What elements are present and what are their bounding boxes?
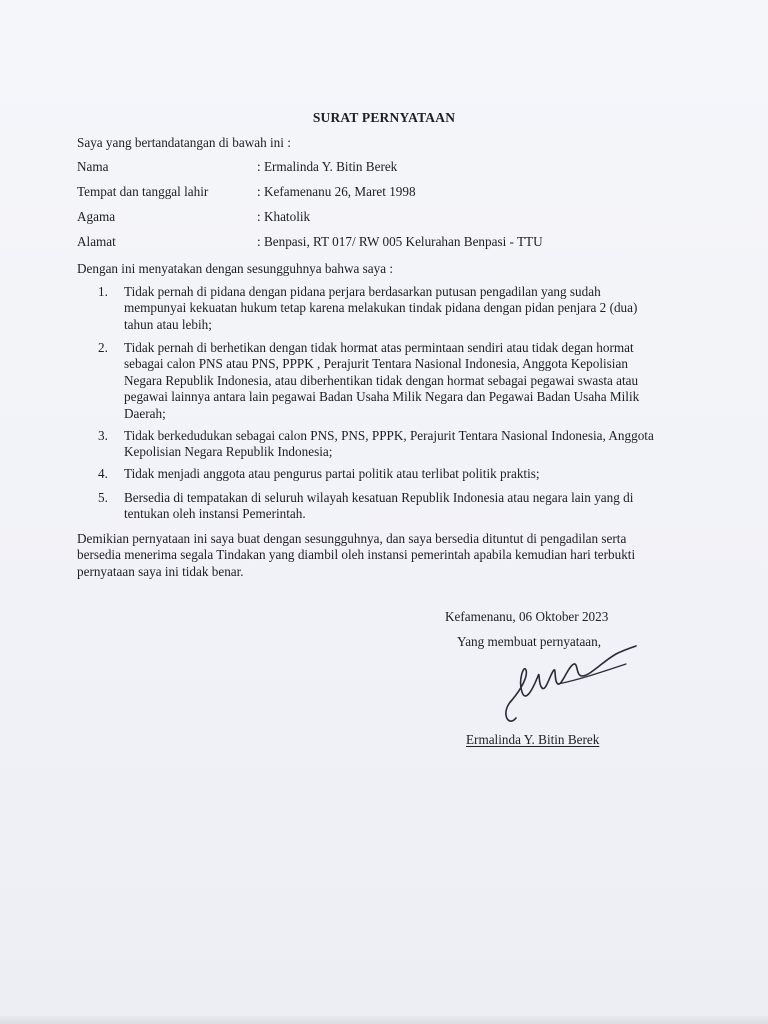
place-date: Kefamenanu, 06 Oktober 2023 xyxy=(445,609,609,624)
document-title: SURAT PERNYATAAN xyxy=(312,110,456,125)
maker-label: Yang membuat pernyataan, xyxy=(457,634,602,649)
list-item-number: 4. xyxy=(98,466,108,481)
list-item-number: 2. xyxy=(98,340,108,355)
list-item-number: 1. xyxy=(98,284,108,299)
list-item-text: Tidak menjadi anggota atau pengurus partai politik atau terlibat politik praktis; xyxy=(124,466,540,481)
list-item-text: Tidak pernah di pidana dengan pidana perjara berdasarkan putusan pengadilan yang sudah mempunyai kekuatan hukum tetap karena melakukan tindak pidana dengan pidan penjara 2 (dua) tahun atau lebih; xyxy=(124,284,638,332)
list-item-number: 5. xyxy=(98,490,108,505)
list-item-text: Bersedia di tempatakan di seluruh wilayah kesatuan Republik Indonesia atau negara lain yang di tentukan oleh instansi Pemerintah. xyxy=(124,490,634,522)
list-item-number: 3. xyxy=(98,428,108,443)
field-value-ttl: : Kefamenanu 26, Maret 1998 xyxy=(257,184,416,199)
field-value-agama: : Khatolik xyxy=(257,209,311,224)
declaration-intro: Dengan ini menyatakan dengan sesungguhnya bahwa saya : xyxy=(77,261,394,276)
list-item-text: Tidak berkedudukan sebagai calon PNS, PNS, PPPK, Perajurit Tentara Nasional Indonesia, Anggota Kepolisian Negara Republik Indonesia; xyxy=(124,428,654,460)
signer-name: Ermalinda Y. Bitin Berek xyxy=(466,732,600,747)
signature-image xyxy=(498,640,648,730)
intro-text: Saya yang bertandatangan di bawah ini : xyxy=(77,135,291,150)
field-label-ttl: Tempat dan tanggal lahir xyxy=(77,184,209,199)
list-item-text: Tidak pernah di berhetikan dengan tidak hormat atas permintaan sendiri atau tidak degan hormat sebagai calon PNS atau PNS, PPPK , Perajurit Tentara Nasional Indonesia, Anggota Kepolisian Negara Republik Indonesia, atau diberhentikan tidak dengan hormat sebagai pegawai swasta atau pegawai lainnya antara lain pegawai Badan Usaha Milik Negara dan Pegawai Badan Usaha Milik Daerah; xyxy=(124,340,640,421)
field-label-nama: Nama xyxy=(77,159,109,174)
field-label-agama: Agama xyxy=(77,209,116,224)
paper-edge xyxy=(0,1016,768,1024)
field-label-alamat: Alamat xyxy=(77,234,116,249)
field-value-nama: : Ermalinda Y. Bitin Berek xyxy=(257,159,398,174)
closing-paragraph: Demikian pernyataan ini saya buat dengan sesungguhnya, dan saya bersedia dituntut di pengadilan serta bersedia menerima segala Tindakan yang diambil oleh instansi pemerintah apabila kemudian hari terbukti pernyataan saya ini tidak benar. xyxy=(77,531,636,579)
field-value-alamat: : Benpasi, RT 017/ RW 005 Kelurahan Benpasi - TTU xyxy=(257,234,543,249)
